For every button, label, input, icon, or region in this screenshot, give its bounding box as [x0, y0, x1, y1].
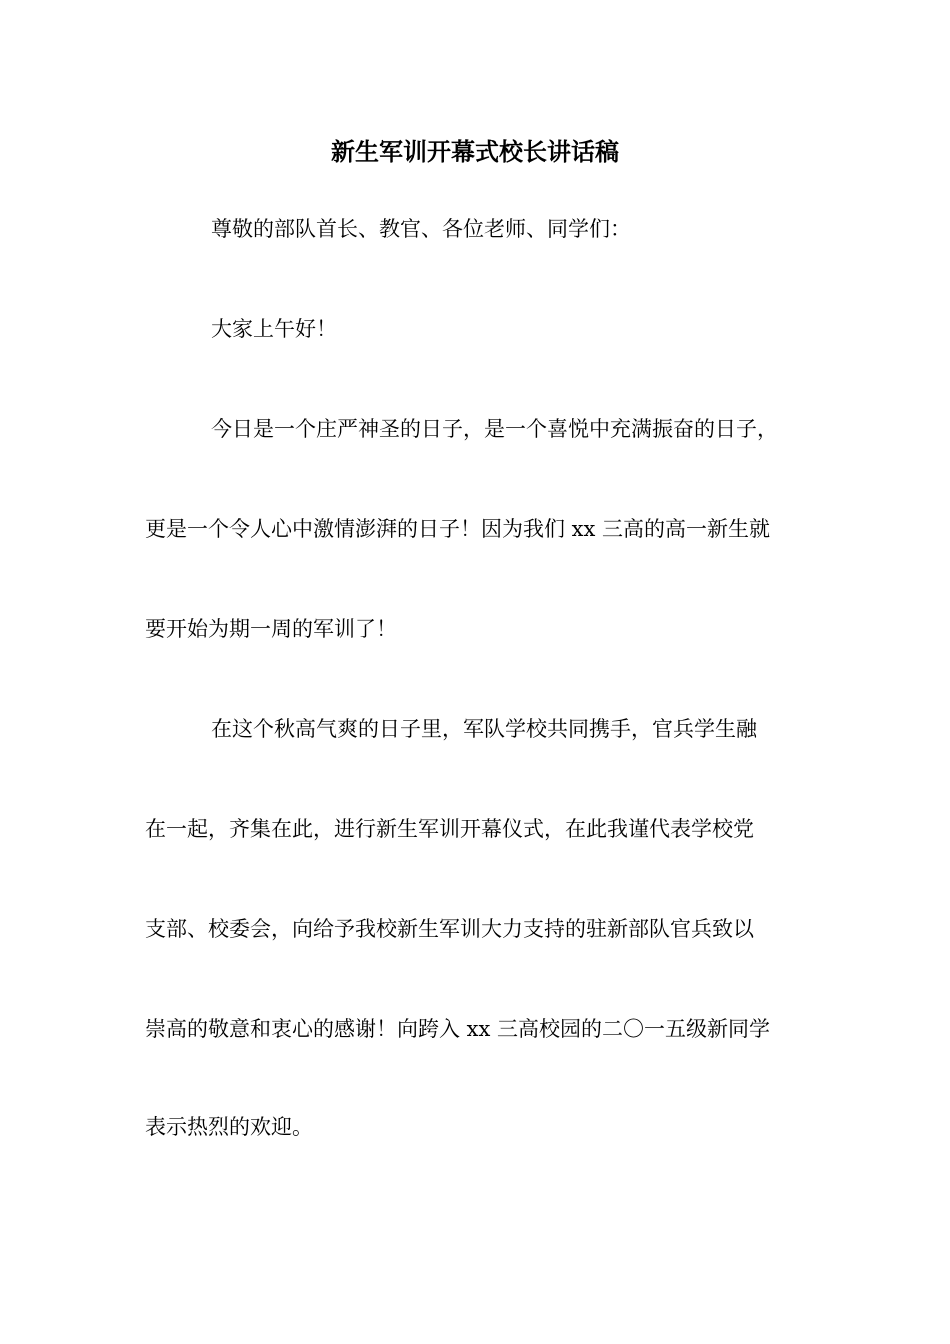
paragraph-2-line-1: 在这个秋高气爽的日子里，军队学校共同携手，官兵学生融 [211, 717, 757, 741]
paragraph-2-line-5: 表示热烈的欢迎。 [145, 1115, 313, 1139]
paragraph-2-line-3: 支部、校委会，向给予我校新生军训大力支持的驻新部队官兵致以 [145, 917, 754, 941]
greeting-line: 大家上午好！ [211, 317, 337, 341]
document-title: 新生军训开幕式校长讲话稿 [331, 137, 619, 166]
paragraph-1-line-2: 更是一个令人心中激情澎湃的日子！因为我们 xx 三高的高一新生就 [145, 517, 771, 541]
paragraph-2-line-2: 在一起，齐集在此，进行新生军训开幕仪式，在此我谨代表学校党 [145, 817, 754, 841]
salutation-line: 尊敬的部队首长、教官、各位老师、同学们： [211, 217, 631, 241]
paragraph-2-line-4: 崇高的敬意和衷心的感谢！向跨入 xx 三高校园的二〇一五级新同学 [145, 1017, 771, 1041]
paragraph-1-line-1: 今日是一个庄严神圣的日子，是一个喜悦中充满振奋的日子， [211, 417, 778, 441]
paragraph-1-line-3: 要开始为期一周的军训了！ [145, 617, 397, 641]
